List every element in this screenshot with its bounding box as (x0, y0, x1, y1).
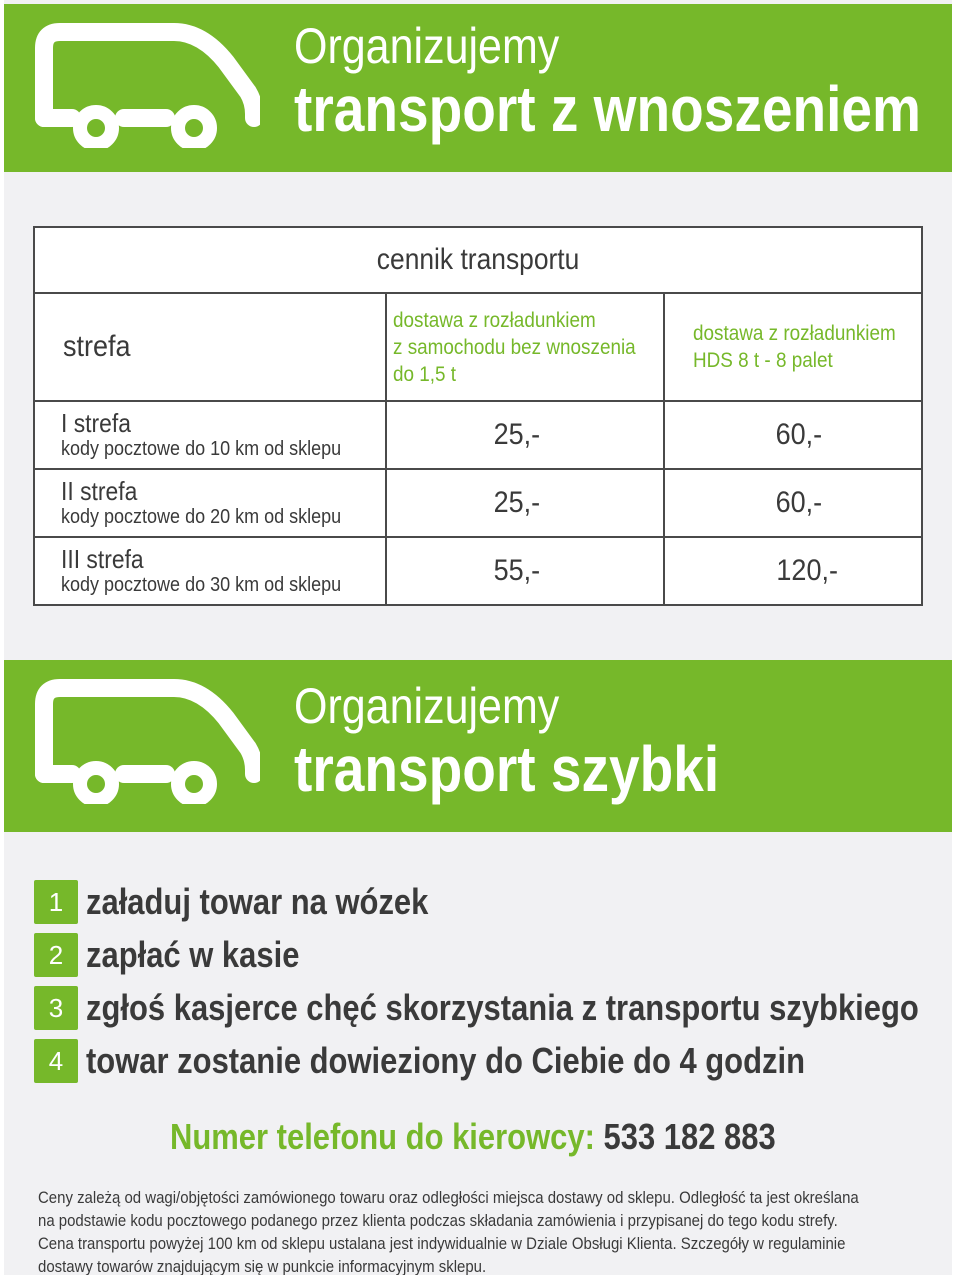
top-banner-line1: Organizujemy (294, 18, 560, 74)
zone-cell: I strefa kody pocztowe do 10 km od sklepu (34, 401, 386, 469)
step-number-badge: 3 (34, 986, 78, 1030)
step-number-badge: 4 (34, 1039, 78, 1083)
step-number-badge: 2 (34, 933, 78, 977)
list-item (34, 986, 952, 1030)
van-icon (34, 674, 260, 804)
step-text: załaduj towar na wózek (86, 881, 429, 922)
footnote-line: dostawy towarów znajdującym się w punkcie informacyjnym sklepu. (38, 1257, 487, 1275)
price-cell: 25,- (386, 469, 664, 537)
price-table-title: cennik transportu (34, 227, 922, 293)
footnote-line: Cena transportu powyżej 100 km od sklepu ustalana jest indywidualnie w Dziale Obsługi Klienta. Szczegóły w regulaminie (38, 1234, 846, 1253)
price-cell: 25,- (386, 401, 664, 469)
zone-cell: II strefa kody pocztowe do 20 km od sklepu (34, 469, 386, 537)
list-item (34, 880, 952, 924)
driver-phone (170, 1116, 776, 1158)
table-row (34, 401, 922, 469)
phone-number: 533 182 883 (603, 1116, 776, 1157)
price-table (33, 226, 923, 606)
mid-banner-line2: transport szybki (294, 733, 720, 805)
mid-banner-line1: Organizujemy (294, 678, 560, 734)
price-cell: 60,- (664, 469, 922, 537)
zone-column-header: strefa (34, 293, 386, 401)
column-header-hds: dostawa z rozładunkiem HDS 8 t - 8 palet (664, 293, 922, 401)
table-row (34, 537, 922, 605)
van-icon (34, 18, 260, 148)
top-banner-text (294, 18, 952, 144)
steps-list (34, 880, 952, 1092)
list-item (34, 1039, 952, 1083)
zone-cell: III strefa kody pocztowe do 30 km od sklepu (34, 537, 386, 605)
column-header-no-carry: dostawa z rozładunkiem z samochodu bez wnoszenia do 1,5 t (386, 293, 664, 401)
footnote (38, 1186, 865, 1275)
step-text: zgłoś kasjerce chęć skorzystania z transportu szybkiego (86, 987, 919, 1028)
poster (4, 0, 952, 1275)
phone-label: Numer telefonu do kierowcy: (170, 1116, 595, 1157)
footnote-line: Ceny zależą od wagi/objętości zamówionego towaru oraz odległości miejsca dostawy od sklepu. Odległość ta jest określana (38, 1188, 859, 1207)
step-text: zapłać w kasie (86, 934, 300, 975)
list-item (34, 933, 952, 977)
mid-banner-text (294, 678, 788, 804)
price-cell: 55,- (386, 537, 664, 605)
top-banner (4, 4, 952, 172)
top-banner-line2: transport z wnoszeniem (294, 73, 921, 145)
footnote-line: na podstawie kodu pocztowego podanego przez klienta podczas składania zamówienia i przypisanej do tego kodu strefy. (38, 1211, 838, 1230)
step-text: towar zostanie dowieziony do Ciebie do 4 godzin (86, 1040, 806, 1081)
mid-banner (4, 660, 952, 832)
price-cell: 60,- (664, 401, 922, 469)
price-cell: 120,- (664, 537, 922, 605)
table-row (34, 469, 922, 537)
step-number-badge: 1 (34, 880, 78, 924)
